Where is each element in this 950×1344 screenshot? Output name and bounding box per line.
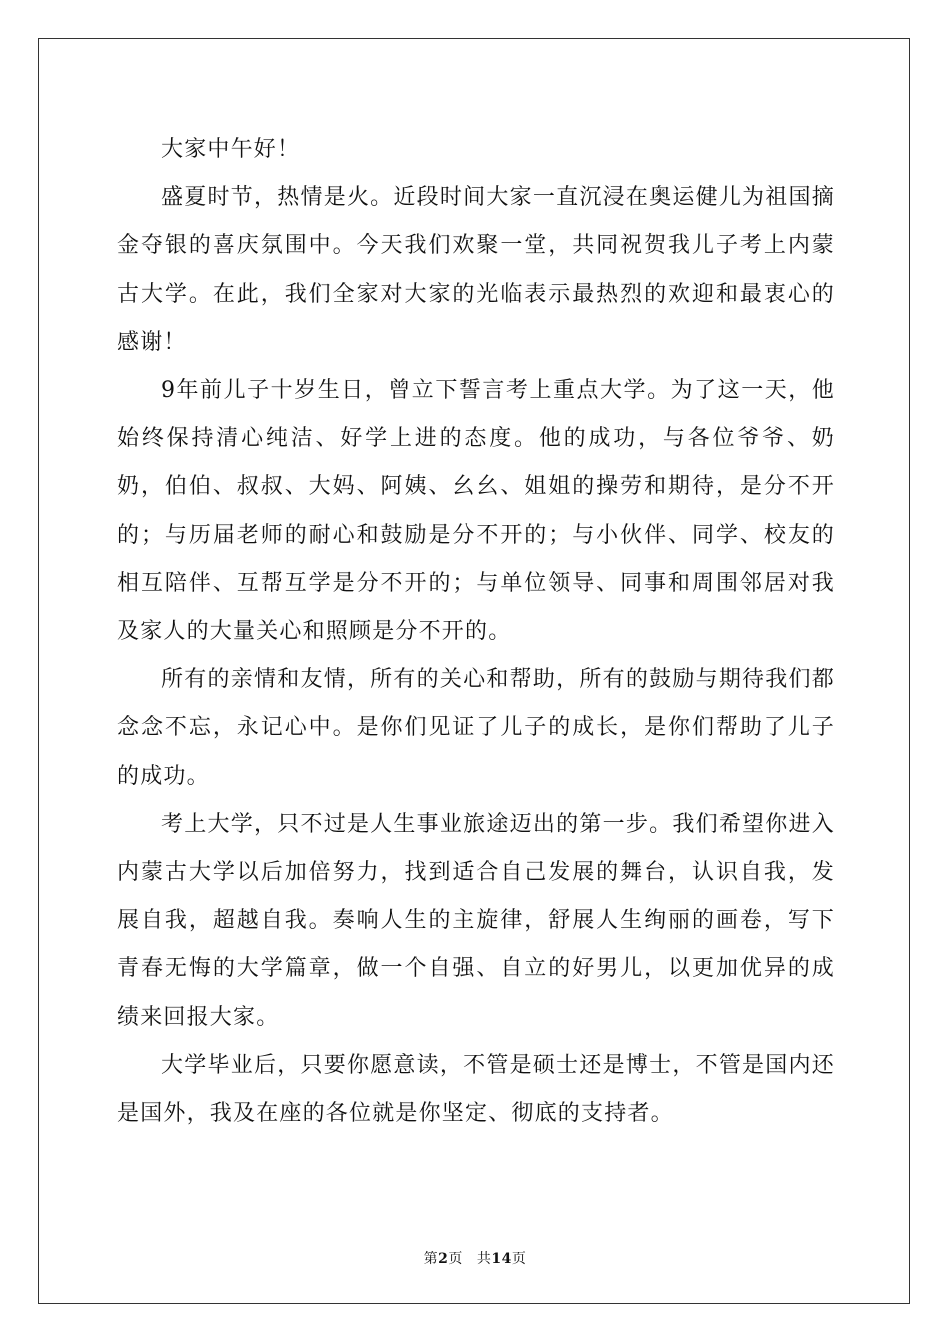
page-number: 2 [438, 1251, 449, 1267]
total-pages: 14 [491, 1251, 512, 1267]
page-footer [0, 1248, 950, 1268]
paragraph-gratitude: 所有的亲情和友情，所有的关心和帮助，所有的鼓励与期待我们都念念不忘，永记心中。是你们见证了儿子的成长，是你们帮助了儿子的成功。 [117, 667, 835, 789]
paragraph-welcome: 盛夏时节，热情是火。近段时间大家一直沉浸在奥运健儿为祖国摘金夺银的喜庆氛围中。今天我们欢聚一堂，共同祝贺我儿子考上内蒙古大学。在此，我们全家对大家的光临表示最热烈的欢迎和最衷心的感谢！ [117, 185, 835, 355]
total-prefix: 共 [476, 1251, 492, 1267]
page-suffix: 页 [448, 1251, 463, 1267]
paragraph-support: 大学毕业后，只要你愿意读，不管是硕士还是博士，不管是国内还是国外，我及在座的各位就是你坚定、彻底的支持者。 [117, 1052, 835, 1127]
document-body [117, 126, 835, 1138]
paragraph-greeting: 大家中午好！ [161, 137, 301, 162]
page-prefix: 第 [423, 1251, 439, 1267]
paragraph-wishes: 考上大学，只不过是人生事业旅途迈出的第一步。我们希望你进入内蒙古大学以后加倍努力，找到适合自己发展的舞台，认识自我，发展自我，超越自我。奏响人生的主旋律，舒展人生绚丽的画卷，写下青春无悔的大学篇章，做一个自强、自立的好男儿，以更加优异的成绩来回报大家。 [117, 811, 835, 1030]
total-suffix: 页 [511, 1251, 527, 1267]
paragraph-thanks: 9年前儿子十岁生日，曾立下誓言考上重点大学。为了这一天，他始终保持清心纯洁、好学上进的态度。他的成功，与各位爷爷、奶奶，伯伯、叔叔、大妈、阿姨、幺幺、姐姐的操劳和期待，是分不开的；与历届老师的耐心和鼓励是分不开的；与小伙伴、同学、校友的相互陪伴、互帮互学是分不开的；与单位领导、同事和周围邻居对我及家人的大量关心和照顾是分不开的。 [117, 378, 835, 645]
